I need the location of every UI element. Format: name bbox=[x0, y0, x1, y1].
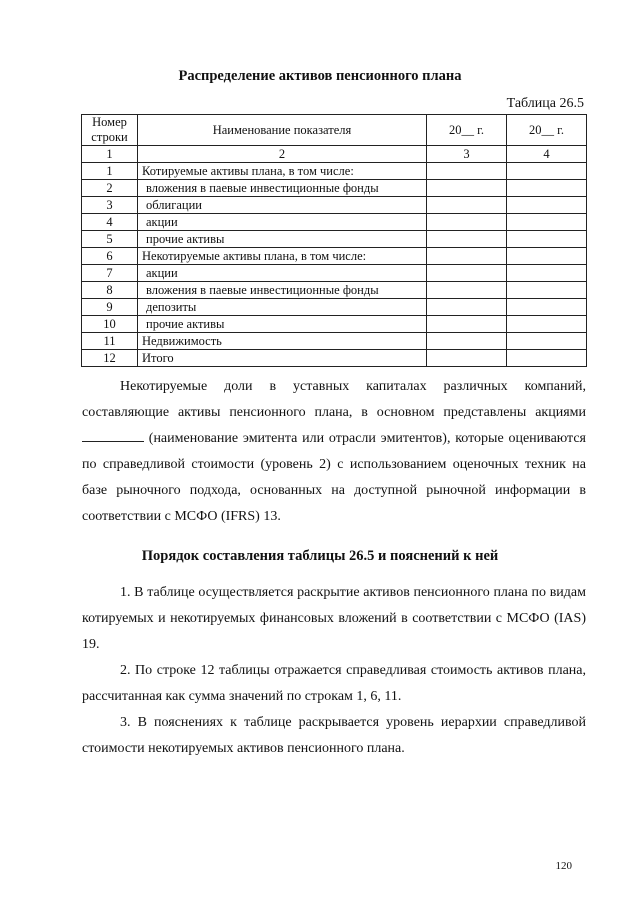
header-period-1: 20__ г. bbox=[427, 115, 507, 146]
table-row bbox=[82, 299, 587, 316]
row-value-period-1 bbox=[427, 197, 507, 214]
row-value-period-2 bbox=[507, 214, 587, 231]
row-name: депозиты bbox=[138, 299, 427, 316]
row-name: вложения в паевые инвестиционные фонды bbox=[138, 282, 427, 299]
row-number: 12 bbox=[82, 350, 138, 367]
row-value-period-2 bbox=[507, 333, 587, 350]
row-value-period-1 bbox=[427, 163, 507, 180]
header-row-number: Номер строки bbox=[82, 115, 138, 146]
row-name: Котируемые активы плана, в том числе: bbox=[138, 163, 427, 180]
col-number: 3 bbox=[427, 146, 507, 163]
row-value-period-1 bbox=[427, 180, 507, 197]
section-heading: Порядок составления таблицы 26.5 и пояснений к ней bbox=[141, 548, 499, 564]
item-1: 1. В таблице осуществляется раскрытие активов пенсионного плана по видам котируемых и некотируемых финансовых вложений в соответствии с МСФО (IAS) 19. bbox=[82, 585, 586, 652]
item-3: 3. В пояснениях к таблице раскрывается уровень иерархии справедливой стоимости некотируемых активов пенсионного плана. bbox=[82, 715, 586, 756]
row-value-period-2 bbox=[507, 180, 587, 197]
row-value-period-1 bbox=[427, 350, 507, 367]
row-name: акции bbox=[138, 265, 427, 282]
row-number: 2 bbox=[82, 180, 138, 197]
row-name: прочие активы bbox=[138, 316, 427, 333]
table-row bbox=[82, 231, 587, 248]
row-name: вложения в паевые инвестиционные фонды bbox=[138, 180, 427, 197]
row-value-period-1 bbox=[427, 316, 507, 333]
col-number: 2 bbox=[138, 146, 427, 163]
table-row bbox=[82, 197, 587, 214]
paragraph-1 bbox=[82, 374, 586, 530]
row-number: 3 bbox=[82, 197, 138, 214]
row-number: 9 bbox=[82, 299, 138, 316]
row-name: Итого bbox=[138, 350, 427, 367]
row-value-period-2 bbox=[507, 265, 587, 282]
table-row bbox=[82, 180, 587, 197]
row-value-period-1 bbox=[427, 231, 507, 248]
table-title: Распределение активов пенсионного плана bbox=[178, 68, 462, 84]
row-number: 6 bbox=[82, 248, 138, 265]
blank-line bbox=[82, 427, 144, 442]
table-header-row bbox=[82, 115, 587, 146]
row-value-period-2 bbox=[507, 197, 587, 214]
table-row bbox=[82, 350, 587, 367]
row-number: 5 bbox=[82, 231, 138, 248]
header-indicator-name: Наименование показателя bbox=[138, 115, 427, 146]
assets-table bbox=[81, 114, 587, 367]
row-number: 4 bbox=[82, 214, 138, 231]
table-row bbox=[82, 282, 587, 299]
row-value-period-2 bbox=[507, 299, 587, 316]
row-name: облигации bbox=[138, 197, 427, 214]
table-row bbox=[82, 214, 587, 231]
col-number: 1 bbox=[82, 146, 138, 163]
row-number: 11 bbox=[82, 333, 138, 350]
row-number: 7 bbox=[82, 265, 138, 282]
row-name: Некотируемые активы плана, в том числе: bbox=[138, 248, 427, 265]
table-row bbox=[82, 265, 587, 282]
row-value-period-2 bbox=[507, 282, 587, 299]
paragraph-1-part-b: (наименование эмитента или отрасли эмитентов), которые оцениваются по справедливой стоимости (уровень 2) с использованием оценочных техник на базе рыночного подхода, основанных на доступной рыночной информации в соответствии с МСФО (IFRS) 13. bbox=[82, 431, 586, 524]
header-period-2: 20__ г. bbox=[507, 115, 587, 146]
row-name: прочие активы bbox=[138, 231, 427, 248]
row-number: 1 bbox=[82, 163, 138, 180]
row-value-period-2 bbox=[507, 163, 587, 180]
row-value-period-1 bbox=[427, 282, 507, 299]
row-value-period-2 bbox=[507, 248, 587, 265]
item-2: 2. По строке 12 таблицы отражается справедливая стоимость активов плана, рассчитанная как сумма значений по строкам 1, 6, 11. bbox=[82, 663, 586, 704]
row-value-period-1 bbox=[427, 214, 507, 231]
paragraph-1-part-a: Некотируемые доли в уставных капиталах различных компаний, составляющие активы пенсионного плана, в основном представлены акциями bbox=[82, 379, 586, 420]
table-row bbox=[82, 316, 587, 333]
row-number: 8 bbox=[82, 282, 138, 299]
page-number: 120 bbox=[555, 860, 572, 872]
table-row bbox=[82, 333, 587, 350]
row-number: 10 bbox=[82, 316, 138, 333]
table-label: Таблица 26.5 bbox=[506, 96, 584, 111]
row-value-period-1 bbox=[427, 333, 507, 350]
column-numbers-row bbox=[82, 146, 587, 163]
row-value-period-2 bbox=[507, 350, 587, 367]
row-name: акции bbox=[138, 214, 427, 231]
row-value-period-2 bbox=[507, 231, 587, 248]
row-value-period-2 bbox=[507, 316, 587, 333]
row-value-period-1 bbox=[427, 299, 507, 316]
row-value-period-1 bbox=[427, 248, 507, 265]
row-value-period-1 bbox=[427, 265, 507, 282]
table-body bbox=[82, 163, 587, 367]
table-row bbox=[82, 163, 587, 180]
table-row bbox=[82, 248, 587, 265]
col-number: 4 bbox=[507, 146, 587, 163]
row-name: Недвижимость bbox=[138, 333, 427, 350]
